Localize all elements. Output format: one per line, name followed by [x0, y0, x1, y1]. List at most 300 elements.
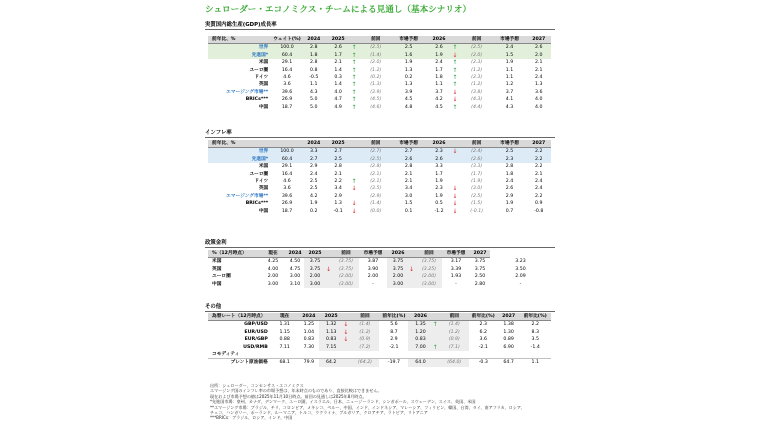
arrow-down-icon: ↓ — [452, 148, 461, 156]
table-cell: 1.4 — [334, 67, 342, 73]
table-cell: 2.09 — [515, 274, 526, 280]
table-cell: 7.11 — [279, 344, 290, 350]
arrow-cell — [351, 156, 360, 163]
previous-forecast-cell: (2.4) — [461, 148, 493, 156]
arrow-down-icon: ↓ — [351, 207, 357, 215]
arrow-cell — [433, 336, 440, 343]
table-cell: 4.6 — [283, 179, 291, 185]
previous-forecast-cell: (3.5) — [370, 186, 382, 192]
table-cell: 79.9 — [299, 359, 320, 367]
table-cell: 3.75 — [304, 258, 326, 266]
previous-forecast-cell: (4.3) — [471, 97, 483, 103]
arrow-up-icon: ↑ — [351, 44, 360, 52]
previous-forecast-cell: (3.75) — [416, 258, 442, 266]
arrow-cell — [326, 281, 333, 288]
table-row — [208, 156, 551, 163]
table-cell: 1.6 — [392, 52, 426, 59]
table-header-row — [208, 250, 551, 258]
previous-forecast-cell: (1.4) — [350, 321, 379, 329]
column-header: 前回 — [333, 250, 359, 258]
table-cell: 1.2 — [505, 82, 514, 88]
table-cell: 2.4 — [535, 75, 543, 81]
table-cell: 5.0 — [310, 104, 318, 110]
table-cell: 7.00 — [408, 344, 432, 351]
table-cell: 3.23 — [515, 259, 526, 265]
footnote-line: **エマージング市場：ブラジル、チリ、コロンビア、メキシコ、ペルー、中国、インド、インドネシア、マレーシア、フィリピン、韓国、台湾、タイ、南アフリカ、ロシア、 — [210, 404, 525, 410]
previous-forecast-cell: (0.2) — [370, 75, 382, 81]
policy-rate-table — [208, 250, 551, 288]
table-cell: 2.2 — [535, 193, 543, 199]
previous-forecast-cell: (2.6) — [461, 156, 493, 163]
previous-forecast-cell: (1.2) — [350, 329, 379, 336]
table-row — [208, 163, 551, 170]
column-header: 市場予想 — [392, 140, 426, 148]
previous-forecast-cell: (-0.1) — [470, 208, 484, 214]
table-cell: 8.3 — [531, 329, 539, 335]
table-cell: 2.3 — [426, 148, 453, 156]
column-header: 前年比、% — [208, 36, 271, 44]
table-cell: 2.5 — [493, 148, 527, 156]
row-label: ユーロ圏 — [212, 274, 231, 280]
previous-forecast-cell: (2.0) — [370, 60, 382, 66]
table-cell: 3.75 — [304, 266, 326, 273]
arrow-cell — [409, 281, 416, 288]
table-cell: 18.7 — [281, 104, 293, 110]
arrow-cell — [452, 156, 461, 163]
table-cell: 1.93 — [450, 274, 462, 280]
arrow-up-icon: ↑ — [351, 74, 357, 82]
table-cell: 3.4 — [404, 186, 413, 192]
column-header — [343, 313, 350, 321]
previous-forecast-cell: (64.2) — [350, 359, 379, 367]
arrow-down-icon: ↓ — [343, 336, 350, 343]
previous-forecast-cell: (2.1) — [370, 171, 382, 177]
previous-forecast-cell: (0.0) — [370, 208, 382, 214]
table-cell: 1.31 — [279, 322, 290, 328]
table-cell: 39.6 — [281, 89, 293, 95]
column-header: 2025 — [325, 140, 352, 148]
column-header — [452, 36, 461, 44]
table-row — [208, 59, 551, 66]
table-cell: 3.50 — [515, 266, 526, 272]
table-cell: 0.7 — [505, 208, 514, 214]
previous-forecast-cell: (3.0) — [471, 186, 483, 192]
column-header: 2026 — [426, 140, 453, 148]
table-row — [208, 359, 551, 367]
table-cell: 16.4 — [281, 171, 293, 177]
table-cell: 2.4 — [493, 44, 527, 52]
table-row — [208, 89, 551, 96]
fx-commodity-table — [208, 313, 551, 367]
column-header: %（12月時点） — [208, 250, 260, 258]
previous-forecast-cell: (2.00) — [416, 273, 442, 280]
table-cell: 26.9 — [281, 97, 293, 103]
column-header: 2025 — [319, 313, 343, 321]
table-row — [208, 81, 551, 88]
table-cell: 7.15 — [319, 344, 343, 351]
section-divider — [205, 311, 555, 312]
arrow-up-icon: ↑ — [351, 66, 357, 74]
arrow-cell — [343, 344, 350, 351]
arrow-down-icon: ↓ — [351, 185, 357, 193]
arrow-down-icon: ↓ — [452, 88, 458, 96]
table-cell: 1.9 — [435, 193, 443, 199]
table-cell: -2.1 — [389, 344, 399, 350]
page-title: シュローダー・エコノミクス・チームによる見通し（基本シナリオ） — [205, 5, 472, 15]
arrow-up-icon: ↑ — [433, 344, 440, 351]
table-cell: 0.8 — [310, 67, 318, 73]
table-cell: 29.1 — [281, 164, 293, 170]
column-header: 2027 — [527, 140, 551, 148]
previous-forecast-cell: (4.4) — [471, 104, 483, 110]
arrow-up-icon: ↑ — [351, 52, 360, 59]
arrow-down-icon: ↓ — [343, 321, 350, 329]
previous-forecast-cell: (0.9) — [440, 336, 469, 343]
arrow-down-icon: ↓ — [452, 192, 458, 200]
column-header: 市場予想 — [493, 36, 527, 44]
table-cell: 3.6 — [283, 82, 291, 88]
arrow-cell — [351, 163, 360, 170]
column-header: 前回 — [416, 250, 442, 258]
table-cell: 3.75 — [387, 258, 409, 266]
footnote-line: 現在および市場予想の値は2025年11月10日時点。前回の見通しは2025年8月時点。 — [210, 393, 367, 399]
footnote-line: *先進国市場：豪州、カナダ、デンマーク、ユーロ圏、イスラエル、日本、ニュージーランド、シンガポール、スウェーデン、スイス、英国、米国 — [210, 399, 476, 405]
table-cell: 1.35 — [408, 321, 432, 329]
column-header: 2024 — [299, 313, 320, 321]
table-row — [208, 200, 551, 207]
table-cell: 2.4 — [505, 179, 514, 185]
table-cell: 3.0 — [404, 193, 413, 199]
table-cell: 3.7 — [435, 89, 443, 95]
row-label: ユーロ圏 — [249, 171, 269, 177]
arrow-up-icon: ↑ — [452, 103, 458, 111]
arrow-down-icon: ↓ — [452, 96, 458, 104]
arrow-up-icon: ↑ — [452, 59, 458, 67]
column-header: 市場予想 — [442, 250, 470, 258]
table-cell: 1.32 — [319, 321, 343, 329]
table-cell: 2.50 — [474, 274, 486, 280]
arrow-up-icon: ↑ — [452, 44, 461, 52]
table-cell: 2.00 — [387, 273, 409, 280]
table-cell: 2.6 — [505, 186, 514, 192]
table-row — [208, 273, 551, 280]
table-cell: 1.1 — [310, 82, 318, 88]
row-label: エマージング市場** — [226, 193, 269, 199]
table-cell: 3.39 — [450, 266, 462, 272]
previous-forecast-cell: (3.75) — [333, 258, 359, 266]
arrow-up-icon: ↑ — [452, 74, 458, 82]
previous-forecast-cell: (3.00) — [333, 281, 359, 288]
table-cell: 1.3 — [404, 67, 413, 73]
column-header — [271, 140, 303, 148]
table-cell: 1.1 — [505, 67, 514, 73]
table-cell: 8.7 — [390, 329, 398, 335]
table-cell: 1.38 — [503, 322, 514, 328]
table-cell: 1.20 — [408, 329, 432, 336]
column-header: 前回 — [350, 313, 379, 321]
table-cell: 2.6 — [426, 44, 453, 52]
column-header: 現在 — [260, 250, 286, 258]
table-cell: 3.6 — [283, 186, 291, 192]
previous-forecast-cell: (1.3) — [370, 82, 382, 88]
table-cell: -19.7 — [379, 359, 408, 367]
table-cell: 1.13 — [319, 329, 343, 336]
table-row — [208, 193, 551, 200]
row-label: コモディティ — [212, 352, 240, 358]
table-cell: 1.9 — [505, 201, 514, 207]
row-label: 英国 — [258, 82, 269, 88]
table-cell: 4.1 — [505, 97, 514, 103]
column-header: 市場予想 — [392, 36, 426, 44]
table-cell: 4.2 — [435, 97, 443, 103]
arrow-down-icon: ↓ — [452, 200, 458, 208]
arrow-up-icon: ↑ — [452, 81, 458, 89]
table-header-row — [208, 36, 551, 44]
table-cell: -1.4 — [530, 344, 540, 350]
table-cell: -2.1 — [478, 344, 488, 350]
table-cell: 2.1 — [535, 171, 543, 177]
previous-forecast-cell: (0.9) — [350, 336, 379, 343]
table-cell: 4.0 — [535, 97, 543, 103]
table-cell: 2.8 — [303, 44, 325, 52]
table-cell: 1.1 — [520, 359, 551, 367]
footnote-line: エマージング国のインフレ率の市場予想は、年末時点のものであり、直接比較はできません。 — [210, 388, 382, 394]
table-cell: 3.6 — [479, 337, 488, 343]
table-cell: 1.8 — [435, 75, 443, 81]
previous-forecast-cell: (1.7) — [471, 171, 483, 177]
table-cell: 3.90 — [367, 266, 379, 272]
table-cell: 29.1 — [281, 60, 293, 66]
row-label: 先進国* — [208, 52, 271, 59]
table-cell: 2.5 — [310, 179, 318, 185]
table-cell: 2.6 — [392, 156, 426, 163]
column-header: 2025 — [304, 250, 326, 258]
column-header: 2026 — [426, 36, 453, 44]
table-cell: 0.88 — [279, 337, 290, 343]
arrow-up-icon: ↑ — [351, 178, 357, 186]
table-cell: 5.6 — [390, 322, 398, 328]
column-header: 前年比(%) — [469, 313, 498, 321]
table-row — [208, 67, 551, 74]
previous-forecast-cell: (2.3) — [471, 75, 483, 81]
row-label: GBP/USD — [244, 322, 268, 328]
previous-forecast-cell: (2.3) — [471, 60, 483, 66]
table-cell: 1.9 — [404, 60, 413, 66]
table-cell: 2.2 — [531, 322, 539, 328]
table-cell: -1.2 — [434, 208, 444, 214]
gdp-table — [208, 36, 551, 111]
column-header: 2024 — [286, 250, 304, 258]
table-cell: 18.7 — [281, 208, 293, 214]
previous-forecast-cell: (1.2) — [370, 67, 382, 73]
table-cell: 2.3 — [479, 322, 488, 328]
table-cell: 1.25 — [303, 322, 315, 328]
previous-forecast-cell: (2.8) — [370, 164, 382, 170]
column-header: 前年比(%) — [520, 313, 551, 321]
table-cell: 4.9 — [334, 104, 342, 110]
previous-forecast-cell: (3.3) — [471, 164, 483, 170]
row-label: USD/RMB — [243, 344, 268, 350]
table-cell: 4.50 — [289, 259, 301, 265]
previous-forecast-cell: (1.4) — [360, 52, 392, 59]
table-cell: 4.25 — [267, 259, 279, 265]
column-header: 2027 — [470, 250, 490, 258]
row-label: EUR/GBP — [244, 337, 268, 343]
table-cell: 4.75 — [289, 266, 301, 272]
arrow-up-icon: ↑ — [351, 88, 357, 96]
table-cell: 1.3 — [535, 82, 543, 88]
table-cell: 2.00 — [304, 273, 326, 280]
table-cell: 2.7 — [325, 148, 352, 156]
table-cell: 2.6 — [426, 156, 453, 163]
arrow-cell — [326, 273, 333, 280]
previous-forecast-cell: (2.0) — [461, 52, 493, 59]
previous-forecast-cell: (2.5) — [471, 193, 483, 199]
table-cell: 6.90 — [503, 344, 514, 350]
column-header: 2025 — [325, 36, 352, 44]
table-cell: 1.1 — [435, 82, 443, 88]
previous-forecast-cell: (7.2) — [350, 344, 379, 351]
previous-forecast-cell: (2.5) — [360, 44, 392, 52]
table-header-row — [208, 313, 551, 321]
table-cell: - — [519, 281, 522, 287]
table-cell: 0.5 — [435, 201, 443, 207]
table-row — [208, 281, 551, 288]
table-cell: 2.8 — [404, 164, 413, 170]
row-label: BRICs*** — [245, 97, 269, 103]
table-row — [208, 351, 551, 359]
table-cell: 2.5 — [310, 186, 318, 192]
table-cell: 4.00 — [267, 266, 279, 272]
section-divider — [205, 29, 555, 30]
table-cell: 2.4 — [535, 186, 543, 192]
table-cell: 1.9 — [505, 60, 514, 66]
table-cell: -0.1 — [333, 208, 343, 214]
arrow-cell — [452, 163, 461, 170]
row-label: 英国 — [258, 186, 269, 192]
table-cell: 1.8 — [303, 52, 325, 59]
table-cell: 100.0 — [271, 44, 303, 52]
arrow-up-icon: ↑ — [351, 81, 357, 89]
arrow-up-icon: ↑ — [452, 66, 458, 74]
footnote-line: ***BRICs：ブラジル、ロシア、インド、中国 — [210, 415, 293, 421]
table-cell: 2.00 — [367, 274, 379, 280]
column-header: 2027 — [527, 36, 551, 44]
table-cell: 3.00 — [387, 281, 409, 288]
row-label: 米国 — [258, 164, 269, 170]
table-cell: 0.89 — [503, 337, 514, 343]
column-header: 前回 — [360, 36, 392, 44]
table-row — [208, 148, 551, 156]
table-cell: 3.00 — [289, 274, 301, 280]
table-cell: 1.9 — [435, 179, 443, 185]
arrow-down-icon: ↓ — [452, 185, 458, 193]
table-cell: 2.9 — [334, 193, 342, 199]
table-cell: 2.2 — [535, 164, 543, 170]
table-cell: 2.2 — [527, 148, 551, 156]
table-cell: 1.30 — [503, 329, 514, 335]
table-cell: 2.1 — [404, 171, 413, 177]
arrow-up-icon: ↑ — [351, 103, 357, 111]
table-row — [208, 185, 551, 192]
table-cell: 1.15 — [279, 329, 290, 335]
table-cell: 4.5 — [435, 104, 443, 110]
table-row — [208, 171, 551, 178]
table-row — [208, 104, 551, 111]
column-header: 2026 — [408, 313, 432, 321]
column-header: 為替レート（12月時点） — [208, 313, 271, 321]
previous-forecast-cell: (7.1) — [440, 344, 469, 351]
arrow-cell — [351, 171, 360, 178]
row-label: 米国 — [258, 60, 269, 66]
table-cell: 2.1 — [535, 67, 543, 73]
table-cell: 4.0 — [535, 104, 543, 110]
table-cell: 68.1 — [271, 359, 299, 367]
table-cell: 4.3 — [505, 104, 514, 110]
previous-forecast-cell: (64.0) — [440, 359, 469, 367]
table-row — [208, 329, 551, 336]
table-cell: 2.4 — [310, 171, 318, 177]
table-cell: 1.7 — [435, 67, 443, 73]
table-cell: 0.83 — [303, 337, 315, 343]
arrow-down-icon: ↓ — [351, 200, 357, 208]
previous-forecast-cell: (4.5) — [370, 97, 382, 103]
previous-forecast-cell: (1.5) — [471, 201, 483, 207]
table-cell: 2.8 — [334, 164, 342, 170]
table-row — [208, 344, 551, 351]
table-row — [208, 44, 551, 52]
table-cell: 4.5 — [404, 97, 413, 103]
table-cell: 3.75 — [474, 266, 486, 272]
table-cell: 2.4 — [435, 60, 443, 66]
column-header — [409, 250, 416, 258]
column-header: 市場予想 — [493, 140, 527, 148]
row-label: ドイツ — [254, 75, 269, 81]
column-header: 2026 — [387, 250, 409, 258]
table-row — [208, 258, 551, 266]
previous-forecast-cell: (3.9) — [370, 89, 382, 95]
row-label: 世界 — [208, 148, 271, 156]
previous-forecast-cell: (1.2) — [471, 82, 483, 88]
table-cell: 2.6 — [527, 44, 551, 52]
table-cell: 2.6 — [325, 44, 352, 52]
table-row — [208, 52, 551, 59]
table-cell: 1.7 — [435, 171, 443, 177]
section-title-gdp: 実質国内総生産(GDP)成長率 — [205, 22, 277, 28]
table-row — [208, 266, 551, 273]
table-cell: 5.0 — [310, 97, 318, 103]
table-cell: 2.2 — [334, 179, 342, 185]
previous-forecast-cell: (1.4) — [440, 321, 469, 329]
table-cell: 0.2 — [310, 208, 318, 214]
column-header: 前年比、% — [208, 140, 271, 148]
arrow-cell — [433, 329, 440, 336]
table-cell: 2.1 — [535, 60, 543, 66]
arrow-down-icon: ↓ — [452, 207, 458, 215]
table-cell: 1.04 — [303, 329, 315, 335]
table-cell: 0.1 — [404, 208, 413, 214]
previous-forecast-cell: (1.2) — [440, 329, 469, 336]
table-cell: 2.2 — [527, 156, 551, 163]
table-cell: 0.3 — [334, 75, 342, 81]
section-divider — [205, 247, 555, 248]
table-cell: 60.4 — [271, 52, 303, 59]
table-cell: 2.7 — [392, 148, 426, 156]
table-row — [208, 336, 551, 343]
arrow-up-icon: ↑ — [351, 59, 357, 67]
arrow-cell — [326, 258, 333, 266]
table-cell: 3.3 — [303, 148, 325, 156]
